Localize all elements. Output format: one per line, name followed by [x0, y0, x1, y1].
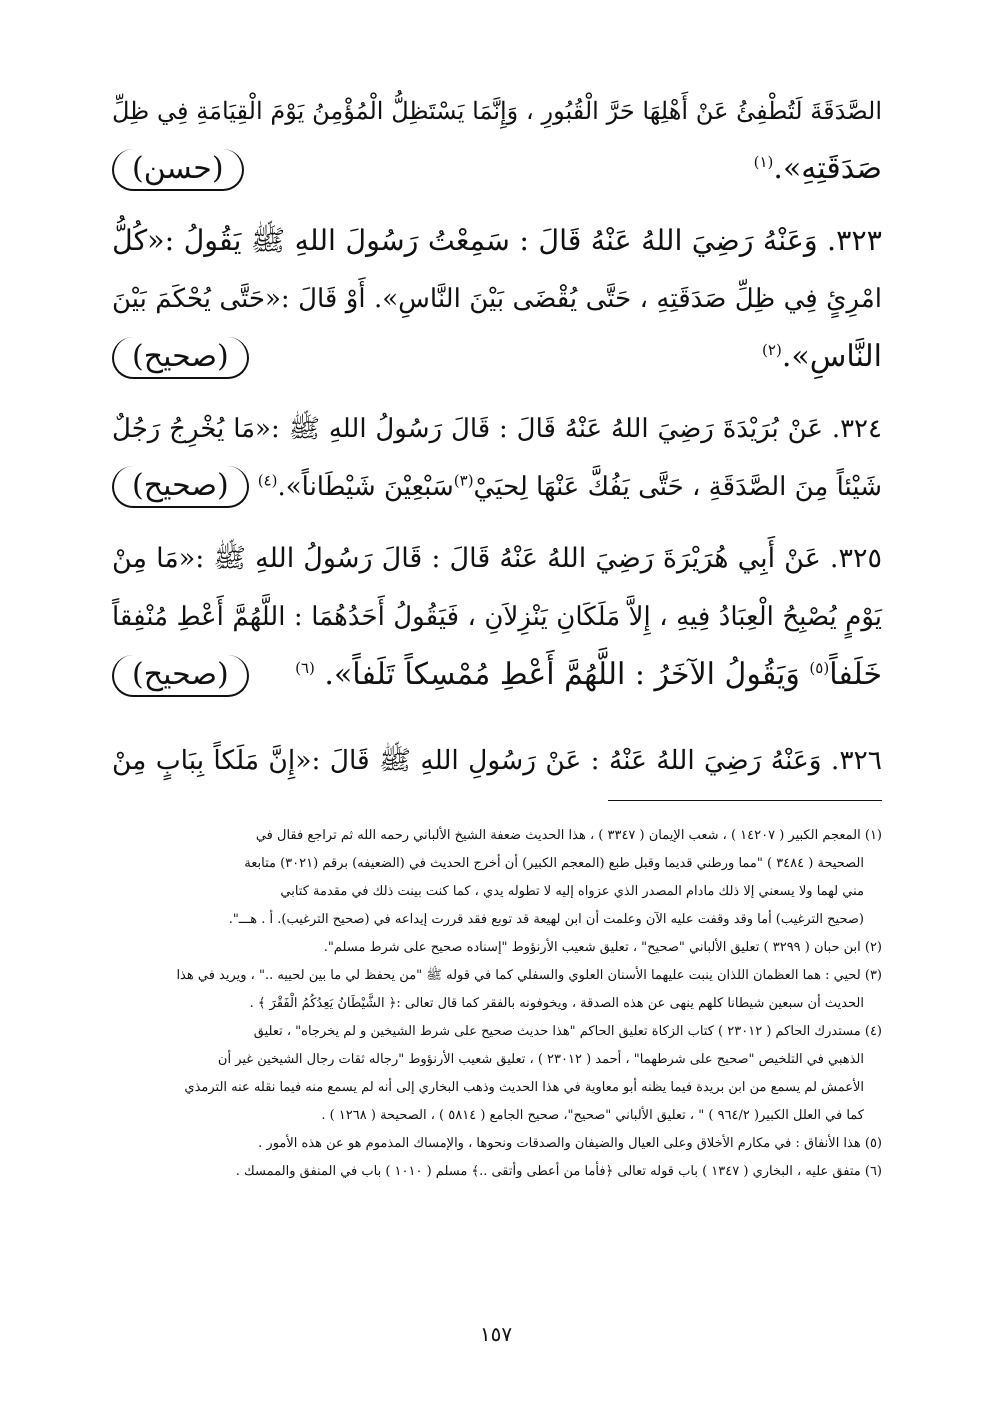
- line-text: خَلَفاً: [829, 657, 882, 692]
- footnote-line: (صحيح الترغيب) أما وقد وقفت عليه الآن وعلمت أن ابن لهيعة قد توبع فقد قررت إيداعه في (صحيح الترغيب). أ . هـــ".: [228, 912, 864, 927]
- footnotes: [112, 822, 882, 1186]
- text-line: ٣٢٣. وَعَنْهُ رَضِيَ اللهُ عَنْهُ قَالَ : سَمِعْتُ رَسُولَ اللهِ ﷺ يَقُولُ :«كُلُّ: [112, 224, 882, 257]
- text-line: [112, 140, 882, 198]
- footnote-ref[interactable]: (٣): [453, 471, 474, 490]
- text-line: [112, 646, 882, 704]
- grade-label: (صحيح): [112, 466, 249, 508]
- footnote-line: الأعمش لم يسمع من ابن بريدة فيما يظنه أبو معاوية في هذا الحديث وذهب البخاري إلى أنه لم يسمع منه فيما نقله عنه الترمذي: [184, 1080, 864, 1095]
- line-text: سَبْعِيْنَ شَيْطَاناً».: [277, 472, 454, 502]
- footnote-ref[interactable]: (١): [753, 153, 774, 171]
- line-text: وَيَقُولُ الآخَرُ : اللَّهُمَّ أَعْطِ مُمْسِكاً تَلَفاً».: [324, 657, 800, 692]
- main-text: [112, 82, 882, 790]
- text-line: ٣٢٤. عَنْ بُرَيْدَةَ رَضِيَ اللهُ عَنْهُ قَالَ : قَالَ رَسُولُ اللهِ ﷺ :«مَا يُخْرِجُ رَجُلٌ: [112, 414, 882, 444]
- line-text: شَيْئاً مِنَ الصَّدَقَةِ ، حَتَّى يَفُكَّ عَنْهَا لِحيَيْ: [473, 472, 882, 502]
- footnote-ref[interactable]: (٦): [295, 659, 315, 677]
- footnote-line: الحديث أن سبعين شيطانا كلهم ينهى عن هذه الصدقة ، ويخوفونه بالفقر كما قال تعالى :﴿ الشَّيْطَانُ يَعِدُكُمُ الْفَقْرَ ﴾ .: [249, 996, 864, 1011]
- footnote-line: (٦) متفق عليه ، البخاري ( ١٣٤٧ ) باب قوله تعالى ﴿فأما من أعطى وأتقى ..﴾ مسلم ( ١٠١٠ ) باب في المنفق والممسك .: [235, 1164, 882, 1179]
- text-line: يَوْمٍ يُصْبِحُ الْعِبَادُ فِيهِ ، إِلاَّ مَلَكَانِ يَنْزِلاَنِ ، فَيَقُولُ أَحَدُهُمَا : اللَّهُمَّ أَعْطِ مُنْفِقاً: [112, 602, 882, 632]
- text-line: ٣٢٥. عَنْ أَبِي هُرَيْرَةَ رَضِيَ اللهُ عَنْهُ قَالَ : قَالَ رَسُولُ اللهِ ﷺ :«مَا مِنْ: [112, 543, 882, 574]
- footnote-ref[interactable]: (٤): [257, 471, 278, 490]
- line-text: صَدَقَتِهِ».: [773, 151, 882, 186]
- footnote-line: (١) المعجم الكبير ( ١٤٢٠٧ ) ، شعب الإيمان ( ٣٣٤٧ ) ، هذا الحديث ضعفة الشيخ الألباني رحمه الله ثم تراجع فقال في: [255, 828, 882, 843]
- text-line: الصَّدَقَةَ لَتُطْفِئُ عَنْ أَهْلِهَا حَرَّ الْقُبُورِ ، وَإِنَّمَا يَسْتَظِلُّ الْمُؤْمِنُ يَوْمَ الْقِيَامَةِ فِي ظِلِّ: [112, 97, 882, 125]
- footnote-separator: [608, 800, 882, 801]
- footnote-ref[interactable]: (٢): [762, 341, 782, 359]
- grade-label: (صحيح): [112, 337, 249, 379]
- text-line: ٣٢٦. وَعَنْهُ رَضِيَ اللهُ عَنْهُ : عَنْ رَسُولِ اللهِ ﷺ قَالَ :«إِنَّ مَلَكاً بِبَابٍ مِنْ: [112, 745, 883, 776]
- footnote-line: الصحيحة ( ٣٤٨٤ ) "مما ورطني قديما وقبل طبع (المعجم الكبير) أن أخرج الحديث في (الضعيفه) برقم (٣٠٢١) متابعة: [244, 856, 864, 871]
- page-number: ١٥٧: [479, 1322, 513, 1346]
- text-line: امْرِئٍ فِي ظِلِّ صَدَقَتِهِ ، حَتَّى يُقْضَى بَيْنَ النَّاسِ». أَوْ قَالَ :«حَتَّى يُحْكَمَ بَيْنَ: [112, 284, 882, 314]
- text-line: [112, 328, 882, 386]
- footnote-line: كما في العلل الكبير( ٩٦٤/٢ ) " ، تعليق الألباني "صحيح"، صحيح الجامع ( ٥٨١٤ ) ، الصحيحة ( ١٢٦٨ ) .: [321, 1108, 864, 1123]
- line-text: النَّاسِ».: [781, 339, 882, 374]
- text-line: [112, 458, 882, 516]
- footnote-ref[interactable]: (٥): [809, 659, 830, 677]
- grade-label: (صحيح): [112, 655, 249, 697]
- grade-label: (حسن): [112, 149, 244, 191]
- footnote-line: (٢) ابن حبان ( ٣٢٩٩ ) تعليق الألباني "صحيح" ، تعليق شعيب الأرنؤوط "إسناده صحيح على شرط مسلم".: [323, 940, 882, 955]
- footnote-line: (٣) لحيي : هما العظمان اللذان ينبت عليهما الأسنان العلوي والسفلي كما في قوله ﷺ "من يحفظ لي ما بين لحييه .." ، ويريد في هذا: [176, 968, 882, 983]
- footnote-line: (٥) هذا الأنفاق : في مكارم الأخلاق وعلى العيال والضيفان والصدقات ونحوها ، والإمساك المذموم هو عن هذه الأمور .: [258, 1136, 882, 1151]
- footnote-line: (٤) مستدرك الحاكم ( ٢٣٠١٢ ) كتاب الزكاة تعليق الحاكم "هذا حديث صحيح على شرط الشيخين و لم يخرجاه" ، تعليق: [253, 1024, 882, 1039]
- footnote-line: الذهبي في التلخيص "صحيح على شرطهما" ، أحمد ( ٢٣٠١٢ ) ، تعليق شعيب الأرنؤوط "رجاله ثقات رجال الشيخين غير أن: [217, 1052, 864, 1067]
- footnote-line: مني لهما ولا يسعني إلا ذلك مادام المصدر الذي عزواه إليه لا تطوله يدي ، كما كنت بينت ذلك في مقدمة كتابي: [280, 884, 864, 899]
